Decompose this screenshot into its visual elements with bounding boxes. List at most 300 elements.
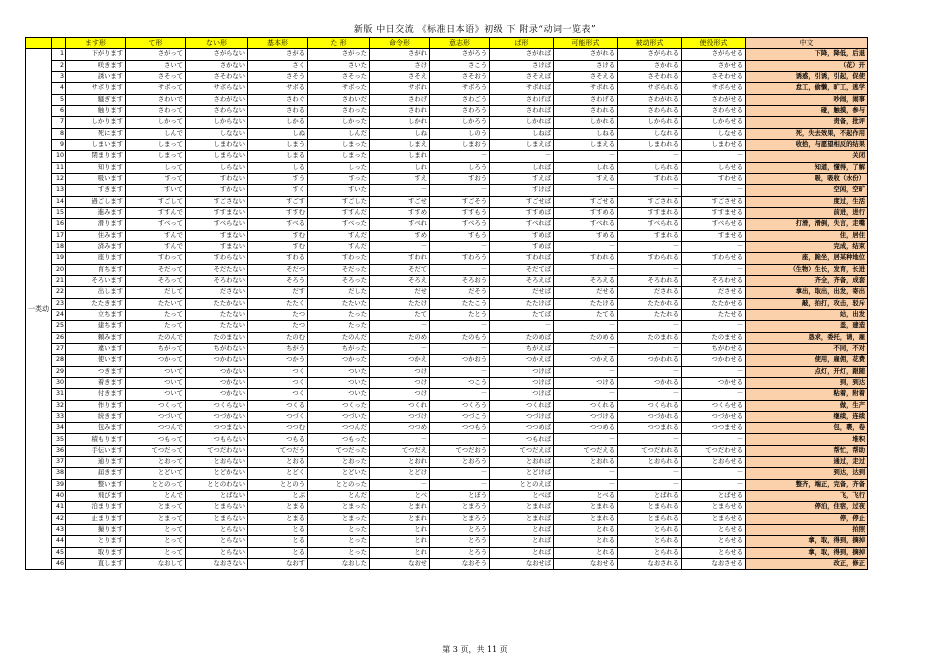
verb-form-cell: すすまない — [186, 207, 248, 218]
verb-form-cell: サボれば — [490, 83, 554, 94]
verb-form-cell: つづかせる — [682, 411, 746, 422]
verb-form-cell: そだて — [370, 264, 430, 275]
verb-form-cell: とまれば — [490, 513, 554, 524]
verb-form-cell: 建ちます — [66, 321, 126, 332]
row-number: 30 — [52, 377, 66, 388]
verb-form-cell: 触ります — [66, 105, 126, 116]
verb-form-cell: とろう — [430, 547, 490, 558]
chinese-meaning: 敲，拍打，攻击，驳斥 — [746, 298, 868, 309]
verb-form-cell: とまる — [248, 502, 308, 513]
verb-form-cell: つもった — [308, 434, 370, 445]
verb-form-cell: ついた — [308, 366, 370, 377]
verb-form-cell: さそわない — [186, 71, 248, 82]
verb-form-cell: ちがって — [126, 343, 186, 354]
verb-form-cell: しかれば — [490, 117, 554, 128]
verb-form-cell: － — [618, 321, 682, 332]
table-row — [26, 162, 868, 173]
verb-form-cell: たたかせる — [682, 298, 746, 309]
verb-form-cell: しって — [126, 162, 186, 173]
table-row — [26, 434, 868, 445]
verb-form-cell: ととのう — [248, 479, 308, 490]
row-number: 15 — [52, 207, 66, 218]
verb-form-cell: すべれば — [490, 219, 554, 230]
verb-form-cell: － — [682, 264, 746, 275]
verb-form-cell: － — [370, 343, 430, 354]
verb-form-cell: そろわない — [186, 275, 248, 286]
verb-form-cell: なおせ — [370, 559, 430, 570]
verb-form-cell: － — [554, 434, 618, 445]
verb-form-cell: つくろう — [430, 400, 490, 411]
verb-form-cell: すわろう — [430, 253, 490, 264]
verb-form-cell: たたれる — [618, 309, 682, 320]
verb-form-cell: つつもう — [430, 423, 490, 434]
verb-form-cell: さかせる — [682, 60, 746, 71]
verb-form-cell: ださせる — [682, 287, 746, 298]
verb-form-cell: たのむ — [248, 332, 308, 343]
verb-form-cell: さがった — [308, 49, 370, 60]
verb-form-cell: － — [554, 479, 618, 490]
verb-form-cell: ださない — [186, 287, 248, 298]
column-header: た 形 — [308, 38, 370, 49]
verb-form-cell: つもらない — [186, 434, 248, 445]
row-number: 10 — [52, 151, 66, 162]
verb-form-cell: サボった — [308, 83, 370, 94]
row-number: 12 — [52, 173, 66, 184]
verb-form-cell: すすもう — [430, 207, 490, 218]
verb-form-cell: すべれ — [370, 219, 430, 230]
verb-form-cell: － — [554, 366, 618, 377]
verb-form-cell: たつ — [248, 309, 308, 320]
verb-form-cell: とおろう — [430, 457, 490, 468]
verb-form-cell: たたない — [186, 309, 248, 320]
verb-form-cell: 住みます — [66, 230, 126, 241]
row-number: 3 — [52, 71, 66, 82]
chinese-meaning: 恳求，委托，请，雇 — [746, 332, 868, 343]
verb-form-cell: － — [430, 321, 490, 332]
column-header: て形 — [126, 38, 186, 49]
verb-form-cell: 育ちます — [66, 264, 126, 275]
table-row — [26, 105, 868, 116]
verb-form-cell: すべって — [126, 219, 186, 230]
verb-form-cell: さそえ — [370, 71, 430, 82]
table-row — [26, 468, 868, 479]
verb-form-cell: 続きます — [66, 411, 126, 422]
verb-form-cell: すごせる — [554, 196, 618, 207]
verb-form-cell: 包みます — [66, 423, 126, 434]
verb-form-cell: ととのった — [308, 479, 370, 490]
row-number: 43 — [52, 525, 66, 536]
verb-form-cell: ついて — [126, 389, 186, 400]
chinese-meaning: 到，到达 — [746, 377, 868, 388]
verb-form-cell: さわがれる — [618, 94, 682, 105]
verb-form-cell: － — [430, 343, 490, 354]
verb-form-cell: すべられる — [618, 219, 682, 230]
verb-form-cell: しかる — [248, 117, 308, 128]
verb-form-cell: すべらない — [186, 219, 248, 230]
verb-form-cell: とれる — [554, 547, 618, 558]
verb-form-cell: － — [618, 479, 682, 490]
verb-form-cell: 下がります — [66, 49, 126, 60]
column-header: ば形 — [490, 38, 554, 49]
verb-form-cell: さそえば — [490, 71, 554, 82]
verb-form-cell: しまらない — [186, 151, 248, 162]
table-row — [26, 275, 868, 286]
chinese-meaning: 座，跪坐，居某种地位 — [746, 253, 868, 264]
column-header: ない形 — [186, 38, 248, 49]
chinese-meaning: 度过，生活 — [746, 196, 868, 207]
verb-form-cell: とべ — [370, 491, 430, 502]
chinese-meaning: 通过，走过 — [746, 457, 868, 468]
verb-form-cell: とんだ — [308, 491, 370, 502]
verb-form-cell: サボる — [248, 83, 308, 94]
table-row — [26, 230, 868, 241]
verb-form-cell: たたいて — [126, 298, 186, 309]
verb-form-cell: サボって — [126, 83, 186, 94]
column-header: 可能形式 — [554, 38, 618, 49]
verb-form-cell: とまらない — [186, 502, 248, 513]
verb-form-cell: とおる — [248, 457, 308, 468]
verb-form-cell: つかせる — [682, 377, 746, 388]
verb-form-cell: なおそう — [430, 559, 490, 570]
table-row — [26, 457, 868, 468]
verb-form-cell: てつだえる — [554, 445, 618, 456]
verb-form-cell: すきます — [66, 185, 126, 196]
chinese-meaning: 收拾，与愿望相反的结果 — [746, 139, 868, 150]
verb-form-cell: つくれば — [490, 400, 554, 411]
verb-form-cell: さわごう — [430, 94, 490, 105]
table-row — [26, 151, 868, 162]
verb-form-cell: － — [618, 434, 682, 445]
table-row — [26, 94, 868, 105]
verb-form-cell: さわげ — [370, 94, 430, 105]
verb-form-cell: 出します — [66, 287, 126, 298]
verb-form-cell: しんだ — [308, 128, 370, 139]
verb-form-cell: しまいます — [66, 139, 126, 150]
verb-form-cell: とまれる — [554, 513, 618, 524]
column-header: ます形 — [66, 38, 126, 49]
table-body — [26, 49, 868, 570]
verb-form-cell: つづいて — [126, 411, 186, 422]
verb-form-cell: － — [554, 151, 618, 162]
row-number: 9 — [52, 139, 66, 150]
verb-form-cell: だす — [248, 287, 308, 298]
verb-form-cell: さがれ — [370, 49, 430, 60]
verb-form-cell: しかれる — [554, 117, 618, 128]
verb-form-cell: とる — [248, 536, 308, 547]
verb-form-cell: だして — [126, 287, 186, 298]
verb-form-cell: つきます — [66, 366, 126, 377]
chinese-meaning: 拿，取，得到，摘掉 — [746, 536, 868, 547]
verb-form-cell: とられる — [618, 547, 682, 558]
verb-form-cell: つかない — [186, 389, 248, 400]
verb-form-cell: とまらない — [186, 513, 248, 524]
column-header: 命令形 — [370, 38, 430, 49]
verb-form-cell: そだたない — [186, 264, 248, 275]
verb-form-cell: つかって — [126, 355, 186, 366]
verb-form-cell: つけ — [370, 366, 430, 377]
table-row — [26, 559, 868, 570]
verb-form-cell: － — [430, 151, 490, 162]
verb-form-cell: すべろう — [430, 219, 490, 230]
table-row — [26, 389, 868, 400]
verb-form-cell: つつまれる — [618, 423, 682, 434]
verb-form-cell: すごす — [248, 196, 308, 207]
chinese-meaning: 改正，修正 — [746, 559, 868, 570]
verb-form-cell: たたいた — [308, 298, 370, 309]
column-header: 中文 — [746, 38, 868, 49]
verb-form-cell: とらせる — [682, 547, 746, 558]
verb-form-cell: とばれる — [618, 491, 682, 502]
verb-form-cell: しね — [370, 128, 430, 139]
verb-form-cell: しまう — [248, 139, 308, 150]
verb-form-cell: つけ — [370, 377, 430, 388]
verb-form-cell: しまわれる — [618, 139, 682, 150]
table-row — [26, 128, 868, 139]
verb-form-cell: しまって — [126, 139, 186, 150]
verb-form-cell: つくらせる — [682, 400, 746, 411]
verb-form-cell: － — [370, 479, 430, 490]
table-row — [26, 298, 868, 309]
table-row — [26, 241, 868, 252]
verb-form-cell: すった — [308, 173, 370, 184]
chinese-meaning: 前进，进行 — [746, 207, 868, 218]
verb-form-cell: とまれ — [370, 513, 430, 524]
table-row — [26, 264, 868, 275]
verb-form-cell: とまる — [248, 513, 308, 524]
verb-form-cell: すもう — [430, 230, 490, 241]
verb-form-cell: なおして — [126, 559, 186, 570]
verb-form-cell: そろえる — [554, 275, 618, 286]
verb-form-cell: － — [430, 264, 490, 275]
chinese-meaning: （花）开 — [746, 60, 868, 71]
verb-form-cell: てつだえば — [490, 445, 554, 456]
verb-form-cell: しかって — [126, 117, 186, 128]
verb-form-cell: さわいで — [126, 94, 186, 105]
verb-form-cell: 騒ぎます — [66, 94, 126, 105]
row-number: 46 — [52, 559, 66, 570]
verb-form-cell: － — [490, 321, 554, 332]
verb-form-cell: さがられる — [618, 49, 682, 60]
verb-form-cell: － — [370, 321, 430, 332]
verb-form-cell: すすんだ — [308, 207, 370, 218]
chinese-meaning: 打滑，滑倒，失言，走嘴 — [746, 219, 868, 230]
verb-form-cell: とれ — [370, 547, 430, 558]
verb-form-cell: しらせる — [682, 162, 746, 173]
verb-form-cell: 直します — [66, 559, 126, 570]
verb-form-cell: すく — [248, 185, 308, 196]
verb-form-cell: つくれる — [554, 400, 618, 411]
verb-form-cell: － — [682, 366, 746, 377]
verb-form-cell: さわいだ — [308, 94, 370, 105]
verb-form-cell: しのう — [430, 128, 490, 139]
verb-form-cell: 済みます — [66, 241, 126, 252]
verb-form-cell: とれ — [370, 525, 430, 536]
verb-form-cell: すわせる — [682, 173, 746, 184]
verb-form-cell: そろいます — [66, 275, 126, 286]
table-row — [26, 83, 868, 94]
table-row — [26, 513, 868, 524]
verb-form-cell: すめ — [370, 230, 430, 241]
verb-form-cell: さがらせる — [682, 49, 746, 60]
verb-form-cell: さわがせる — [682, 94, 746, 105]
verb-form-cell: とばせる — [682, 491, 746, 502]
verb-form-cell: すむ — [248, 241, 308, 252]
chinese-meaning: 盖，建造 — [746, 321, 868, 332]
verb-form-cell: たのんだ — [308, 332, 370, 343]
verb-form-cell: とって — [126, 525, 186, 536]
verb-form-cell: さがれば — [490, 49, 554, 60]
verb-form-cell: しねる — [554, 128, 618, 139]
row-number: 33 — [52, 411, 66, 422]
verb-form-cell: しれ — [370, 162, 430, 173]
verb-form-cell: すんだ — [308, 230, 370, 241]
verb-form-cell: つく — [248, 377, 308, 388]
verb-form-cell: すすむ — [248, 207, 308, 218]
verb-form-cell: さわれば — [490, 105, 554, 116]
verb-form-cell: とらない — [186, 536, 248, 547]
verb-form-cell: さわる — [248, 105, 308, 116]
verb-form-cell: たて — [370, 309, 430, 320]
verb-form-cell: すわらない — [186, 253, 248, 264]
verb-form-cell: とろう — [430, 525, 490, 536]
verb-form-cell: とどけば — [490, 468, 554, 479]
verb-form-cell: とらない — [186, 547, 248, 558]
verb-form-cell: － — [430, 434, 490, 445]
row-number: 29 — [52, 366, 66, 377]
verb-form-cell: とおった — [308, 457, 370, 468]
verb-form-cell: しからない — [186, 117, 248, 128]
table-row — [26, 253, 868, 264]
verb-form-cell: さそわせる — [682, 71, 746, 82]
verb-form-cell: たった — [308, 321, 370, 332]
verb-form-cell: たのまれる — [618, 332, 682, 343]
row-number: 42 — [52, 513, 66, 524]
verb-form-cell: さわげる — [554, 94, 618, 105]
verb-form-cell: － — [618, 241, 682, 252]
verb-form-cell: つつまない — [186, 423, 248, 434]
verb-form-cell: とまられる — [618, 502, 682, 513]
verb-form-cell: とらせる — [682, 525, 746, 536]
verb-form-cell: つかわせる — [682, 355, 746, 366]
verb-form-cell: － — [370, 241, 430, 252]
verb-form-cell: － — [618, 468, 682, 479]
verb-form-cell: すわれる — [554, 253, 618, 264]
chinese-meaning: 空闲，空旷 — [746, 185, 868, 196]
verb-form-cell: 取ります — [66, 547, 126, 558]
verb-form-cell: てつだって — [126, 445, 186, 456]
verb-form-cell: すんで — [126, 241, 186, 252]
verb-form-cell: そろおう — [430, 275, 490, 286]
verb-form-cell: さわった — [308, 105, 370, 116]
verb-form-cell: しまわない — [186, 139, 248, 150]
verb-form-cell: 整います — [66, 479, 126, 490]
verb-form-cell: すいて — [126, 185, 186, 196]
verb-form-cell: すって — [126, 173, 186, 184]
verb-form-cell: なおす — [248, 559, 308, 570]
chinese-meaning: 碰，触摸，参与 — [746, 105, 868, 116]
verb-form-cell: － — [554, 343, 618, 354]
row-number: 5 — [52, 94, 66, 105]
row-number: 44 — [52, 536, 66, 547]
verb-form-cell: さかれる — [618, 60, 682, 71]
verb-form-cell: さわれる — [554, 105, 618, 116]
verb-form-cell: なおした — [308, 559, 370, 570]
chinese-meaning: 继续，连续 — [746, 411, 868, 422]
verb-form-cell: さわぐ — [248, 94, 308, 105]
verb-form-cell: しまえ — [370, 139, 430, 150]
verb-form-cell: とぶ — [248, 491, 308, 502]
verb-form-cell: つかない — [186, 377, 248, 388]
verb-table — [25, 37, 868, 570]
verb-form-cell: － — [430, 241, 490, 252]
verb-form-cell: すすまれる — [618, 207, 682, 218]
chinese-meaning: 站，出发 — [746, 309, 868, 320]
row-number: 17 — [52, 230, 66, 241]
chinese-meaning: 吵闹，闹事 — [746, 94, 868, 105]
verb-form-cell: つけば — [490, 389, 554, 400]
verb-form-cell: すわって — [126, 253, 186, 264]
verb-form-cell: さく — [248, 60, 308, 71]
verb-form-cell: すべる — [248, 219, 308, 230]
chinese-meaning: 住，居住 — [746, 230, 868, 241]
verb-form-cell: すめば — [490, 230, 554, 241]
verb-form-cell: つく — [248, 389, 308, 400]
verb-form-cell: しぬ — [248, 128, 308, 139]
verb-form-cell: 誘います — [66, 71, 126, 82]
verb-form-cell: とまらせる — [682, 513, 746, 524]
chinese-meaning: 吸，吸收（水份） — [746, 173, 868, 184]
verb-form-cell: たって — [126, 321, 186, 332]
table-row — [26, 491, 868, 502]
verb-form-cell: 止まります — [66, 513, 126, 524]
verb-form-cell: とまった — [308, 513, 370, 524]
verb-form-cell: つづけば — [490, 411, 554, 422]
header-corner — [26, 38, 52, 49]
row-number: 32 — [52, 400, 66, 411]
row-number: 40 — [52, 491, 66, 502]
verb-form-cell: だされる — [618, 287, 682, 298]
verb-form-cell: － — [430, 389, 490, 400]
table-row — [26, 343, 868, 354]
verb-form-cell: 過ごします — [66, 196, 126, 207]
verb-form-cell: しからせる — [682, 117, 746, 128]
verb-form-cell: たたせる — [682, 309, 746, 320]
verb-form-cell: しれる — [554, 162, 618, 173]
row-number: 24 — [52, 309, 66, 320]
table-row — [26, 287, 868, 298]
verb-form-cell: ちがわない — [186, 343, 248, 354]
verb-form-cell: さいた — [308, 60, 370, 71]
verb-form-cell: － — [370, 434, 430, 445]
verb-form-cell: とまられる — [618, 513, 682, 524]
verb-form-cell: なおせば — [490, 559, 554, 570]
verb-form-cell: すごさせる — [682, 196, 746, 207]
verb-form-cell: つづかない — [186, 411, 248, 422]
verb-form-cell: 知ります — [66, 162, 126, 173]
verb-form-cell: つくる — [248, 400, 308, 411]
verb-form-cell: さがって — [126, 49, 186, 60]
header-number — [52, 38, 66, 49]
verb-form-cell: しまわせる — [682, 139, 746, 150]
chinese-meaning: 齐全，齐备，成套 — [746, 275, 868, 286]
verb-form-cell: すまない — [186, 230, 248, 241]
verb-form-cell: ついて — [126, 377, 186, 388]
verb-form-cell: しなれる — [618, 128, 682, 139]
verb-form-cell: つく — [248, 366, 308, 377]
table-row — [26, 525, 868, 536]
table-row — [26, 423, 868, 434]
verb-form-cell: さわげば — [490, 94, 554, 105]
